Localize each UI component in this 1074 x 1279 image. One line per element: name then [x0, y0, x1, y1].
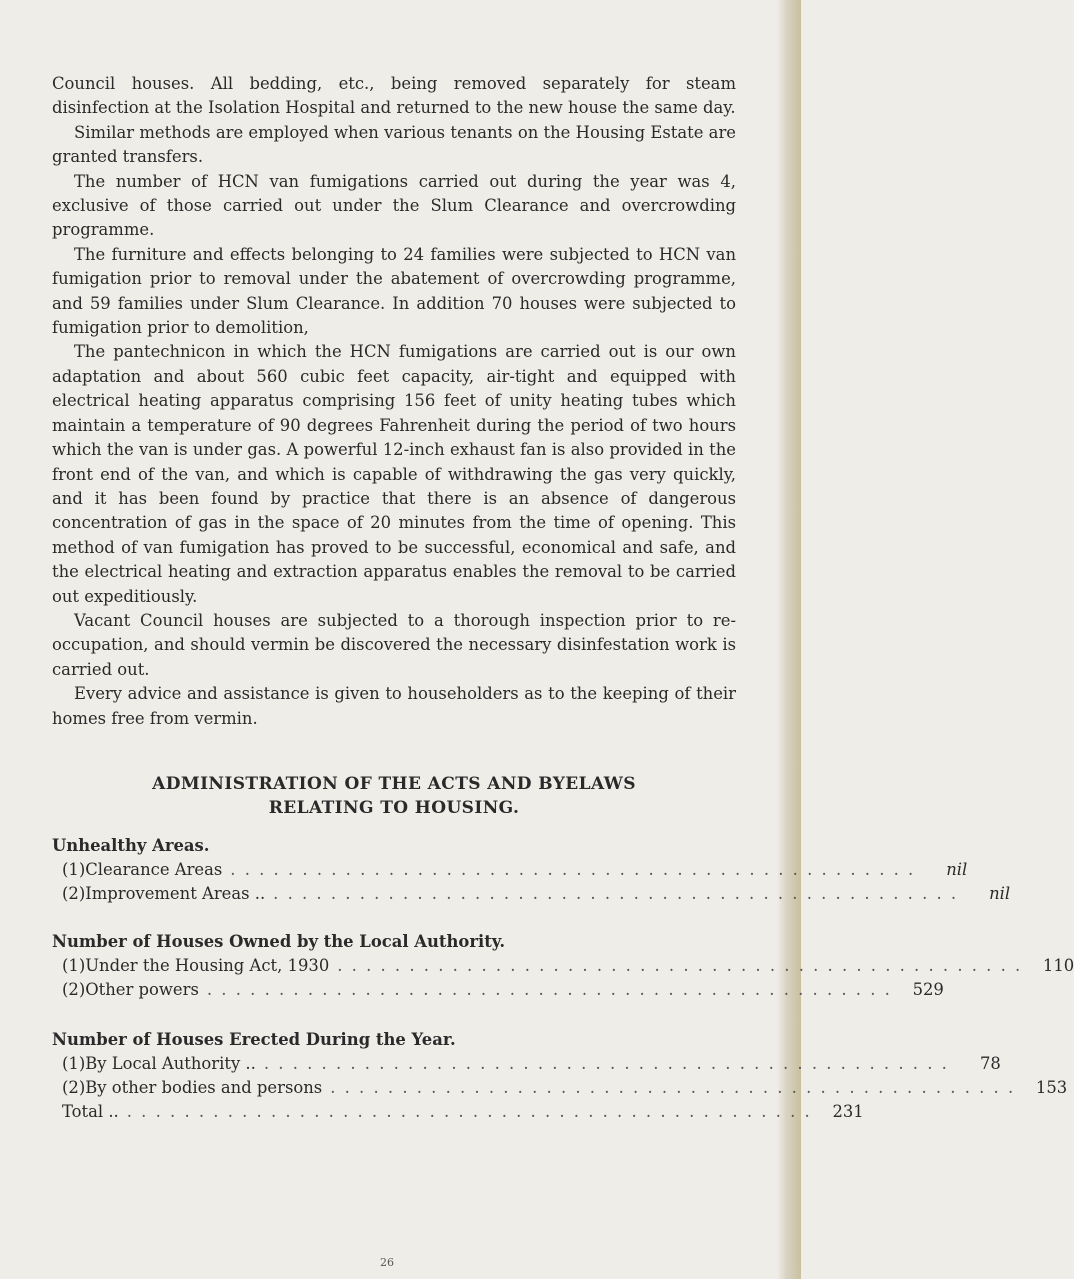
dot-leader: . . . . . . . . . . . . . . . . . . . . . . . . . . . . . . . . . . . . . . . . . . . . . . . .: [273, 884, 959, 903]
item-number: (2): [62, 980, 86, 999]
list-item: [52, 954, 1074, 978]
dot-leader: . . . . . . . . . . . . . . . . . . . . . . . . . . . . . . . . . . . . . . . . . . . . . . . .: [230, 860, 916, 879]
houses-erected-section: [52, 1028, 1068, 1124]
houses-owned-title: Number of Houses Owned by the Local Authority.: [52, 932, 506, 951]
dot-leader: . . . . . . . . . . . . . . . . . . . . . . . . . . . . . . . . . . . . . . . . . . . . . . . .: [206, 980, 892, 999]
paragraph: Every advice and assistance is given to householders as to the keeping of their homes free from vermin.: [52, 684, 736, 728]
item-value: 110: [1042, 956, 1074, 975]
dot-leader: . . . . . . . . . . . . . . . . . . . . . . . . . . . . . . . . . . . . . . . . . . . . . . . .: [263, 1054, 949, 1073]
list-item: [52, 978, 944, 1002]
unhealthy-areas-title: Unhealthy Areas.: [52, 836, 210, 855]
item-number: (1): [62, 860, 86, 879]
page-number: 26: [380, 1256, 394, 1269]
dot-leader: . . . . . . . . . . . . . . . . . . . . . . . . . . . . . . . . . . . . . . . . . . . . . . . .: [330, 1078, 1016, 1097]
item-label: Improvement Areas ..: [85, 884, 266, 903]
item-value: nil: [989, 884, 1011, 903]
item-value: 529: [912, 980, 944, 999]
paragraph: Similar methods are employed when various tenants on the Housing Estate are granted transfers.: [52, 122, 736, 167]
item-label: By other bodies and persons: [85, 1078, 323, 1097]
section-heading-line1: ADMINISTRATION OF THE ACTS AND BYELAWS: [152, 774, 636, 794]
unhealthy-areas-section: [52, 834, 1011, 906]
item-label: Clearance Areas: [85, 860, 223, 879]
item-number: (1): [62, 1054, 86, 1073]
item-value: 153: [1035, 1078, 1068, 1097]
paragraph: The pantechnicon in which the HCN fumigations are carried out is our own adaptation and about 560 cubic feet capacity, air-tight and equipped with electrical heating apparatus comprising 156 feet of unity heating tubes which maintain a temperature of 90 degrees Fahrenheit during the period of two hours which the van is under gas. A powerful 12-inch exhaust fan is also provided in the front end of the van, and which is capable of withdrawing the gas very quickly, and it has been found by practice that there is an absence of dangerous concentration of gas in the space of 20 minutes from the time of opening. This method of van fumigation has proved to be successful, economical and safe, and the electrical heating and extraction apparatus enables the removal to be carried out expeditiously.: [52, 342, 736, 606]
item-number: (2): [62, 1078, 86, 1097]
list-item: [52, 882, 1011, 906]
item-label: Under the Housing Act, 1930: [85, 956, 330, 975]
dot-leader: . . . . . . . . . . . . . . . . . . . . . . . . . . . . . . . . . . . . . . . . . . . . . . . .: [337, 956, 1023, 975]
item-label: By Local Authority ..: [85, 1054, 256, 1073]
body-text: [52, 72, 736, 731]
item-value: 231: [832, 1102, 864, 1121]
item-number: (1): [62, 956, 86, 975]
section-heading: [52, 772, 736, 820]
section-heading-line2: RELATING TO HOUSING.: [268, 798, 520, 818]
item-label: Total ..: [62, 1102, 119, 1121]
item-label: Other powers: [85, 980, 199, 999]
paragraph: Vacant Council houses are subjected to a thorough inspection prior to re-occupation, and should vermin be discovered the necessary disinfestation work is carried out.: [52, 610, 736, 679]
houses-erected-title: Number of Houses Erected During the Year.: [52, 1030, 456, 1049]
paragraph: Council houses. All bedding, etc., being removed separately for steam disinfection at the Isolation Hospital and returned to the new house the same day.: [52, 74, 736, 118]
item-number: (2): [62, 884, 86, 903]
paragraph: The number of HCN van fumigations carried out during the year was 4, exclusive of those carried out under the Slum Clearance and overcrowding programme.: [52, 171, 736, 240]
paragraph: The furniture and effects belonging to 24 families were subjected to HCN van fumigation prior to removal under the abatement of overcrowding programme, and 59 families under Slum Clearance. In addition 70 houses were subjected to fumigation prior to demolition,: [52, 244, 736, 338]
list-item: [52, 1076, 1068, 1100]
list-item-total: [52, 1100, 864, 1124]
item-value: 78: [979, 1054, 1001, 1073]
item-value: nil: [946, 860, 968, 879]
dot-leader: . . . . . . . . . . . . . . . . . . . . . . . . . . . . . . . . . . . . . . . . . . . . . . . .: [126, 1102, 812, 1121]
list-item: [52, 858, 968, 882]
houses-owned-section: [52, 930, 1074, 1002]
list-item: [52, 1052, 1001, 1076]
